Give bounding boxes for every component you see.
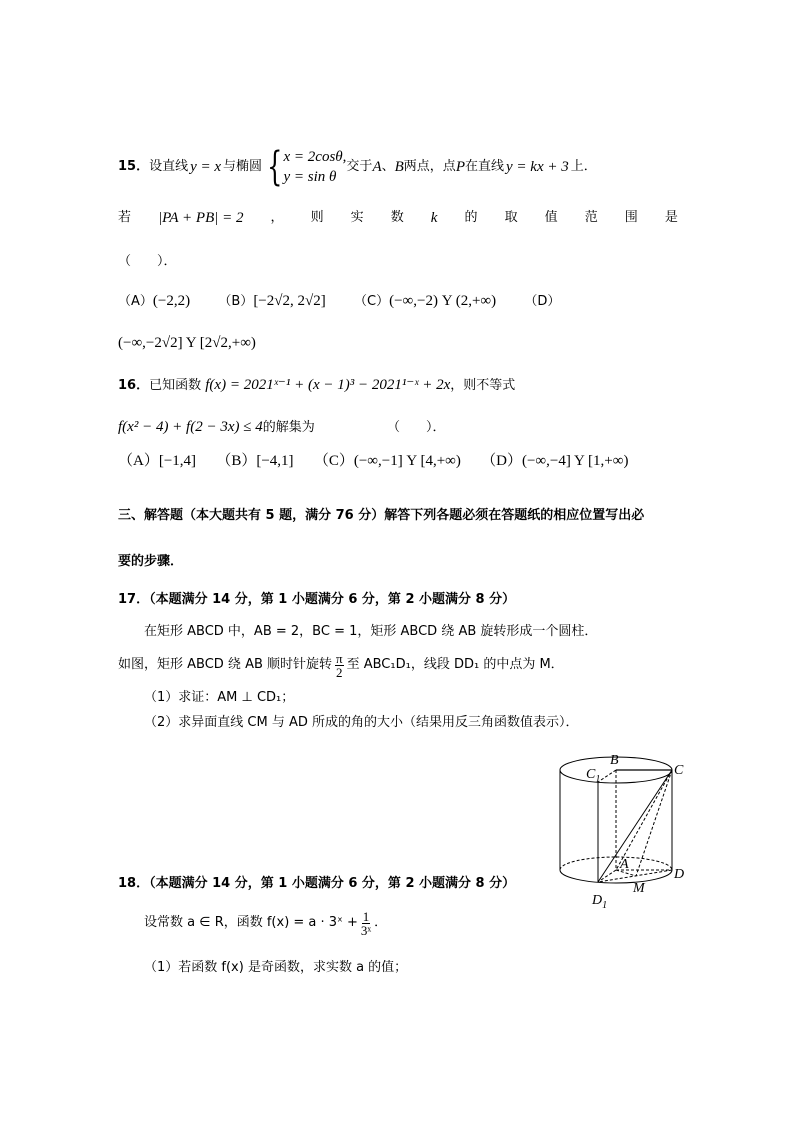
q15-cond-char: 则 bbox=[310, 210, 324, 226]
q15-opt-d-label: （D） bbox=[524, 294, 561, 309]
q15-cond-char: ， bbox=[270, 210, 284, 226]
q15-line-eq: y = x bbox=[190, 159, 222, 175]
q17-subquestion-2: （2）求异面直线 CM 与 AD 所成的角的大小（结果用反三角函数值表示）． bbox=[144, 715, 579, 730]
label-d1: $D_1$ bbox=[592, 893, 608, 911]
q15-cond-char: 取 bbox=[504, 210, 518, 226]
label-c: C bbox=[674, 763, 684, 778]
q15-cond-char: 围 bbox=[624, 210, 638, 226]
label-b: B bbox=[610, 753, 619, 768]
q15-cond-char: 值 bbox=[544, 210, 558, 226]
q15-opt-c-label: （C） bbox=[354, 294, 390, 309]
q15-condition-line bbox=[118, 206, 678, 230]
bottom-ellipse-back bbox=[560, 857, 672, 870]
q15-opt-d: (−∞,−2√2] Y [2√2,+∞) bbox=[118, 335, 256, 351]
label-c1: $C_1$ bbox=[586, 767, 601, 785]
q16-number: 16． bbox=[118, 378, 150, 393]
q15-intro: 设直线 bbox=[149, 159, 189, 175]
q15-line2-eq: y = kx + 3 bbox=[506, 159, 569, 175]
q16-opt-a: （A）[−1,4] bbox=[118, 453, 197, 469]
q15-cond-k: k bbox=[430, 210, 438, 226]
q15-point-p: P bbox=[455, 159, 465, 175]
q16-ineq-tail: 的解集为 bbox=[262, 420, 315, 435]
q15-opt-a-label: （A） bbox=[118, 294, 153, 309]
label-d: D bbox=[674, 867, 685, 882]
label-m: M bbox=[633, 881, 645, 896]
q16-intro: 已知函数 bbox=[149, 378, 202, 393]
q15-two-points: 两点，点 bbox=[403, 159, 456, 175]
segment-c-a bbox=[616, 770, 672, 870]
q15-number: 15． bbox=[118, 159, 150, 175]
q15-opt-b-label: （B） bbox=[218, 294, 254, 309]
q15-point-b: B bbox=[394, 159, 404, 175]
q15-cond-char: 实 bbox=[350, 210, 364, 226]
q16-opt-c: （C）(−∞,−1] Y [4,+∞) bbox=[313, 453, 461, 469]
q17-paragraph2 bbox=[118, 648, 564, 682]
q18-subquestion-1: （1）若函数 f(x) 是奇函数，求实数 a 的值； bbox=[144, 960, 408, 975]
q16-func: f(x) = 2021ˣ⁻¹ + (x − 1)³ − 2021¹⁻ˣ + 2x bbox=[205, 377, 451, 393]
q18-fraction bbox=[361, 910, 371, 937]
q15-options-line bbox=[118, 292, 560, 310]
q15-blank: （ ）． bbox=[118, 254, 177, 269]
q15-sep: 、 bbox=[381, 159, 395, 175]
section3-heading-cont: 要的步骤． bbox=[118, 554, 184, 569]
q18-frac-den: 3ˣ bbox=[360, 922, 372, 938]
section3-heading: 三、解答题（本大题共有 5 题，满分 76 分）解答下列各题必须在答题纸的相应位置写出必 bbox=[118, 508, 645, 523]
q15-cond-char: 数 bbox=[390, 210, 404, 226]
q15-cond-vector-expr: |PA + PB| = 2 bbox=[158, 210, 244, 226]
cylinder-figure bbox=[548, 748, 698, 918]
segment-c-d1 bbox=[598, 770, 672, 882]
q16-ineq: f(x² − 4) + f(2 − 3x) ≤ 4 bbox=[118, 419, 263, 435]
q16-opt-d: （D）(−∞,−4] Y [1,+∞) bbox=[481, 453, 629, 469]
q15-line1 bbox=[118, 146, 597, 188]
q15-opt-a: (−2,2) bbox=[152, 293, 191, 309]
q15-sys-eq1: x = 2cosθ, bbox=[283, 149, 347, 165]
q16-then: ，则不等式 bbox=[450, 378, 516, 393]
q17-fraction bbox=[335, 652, 344, 679]
q15-opt-c: (−∞,−2) Y (2,+∞) bbox=[389, 293, 497, 309]
q15-opt-b: [−2√2, 2√2] bbox=[253, 293, 326, 309]
q16-blank: （ ）． bbox=[387, 420, 446, 435]
q15-cond-char: 若 bbox=[118, 210, 132, 226]
q15-on-line: 在直线 bbox=[464, 159, 504, 175]
q18-header: 18．（本题满分 14 分，第 1 小题满分 6 分，第 2 小题满分 8 分） bbox=[118, 876, 516, 891]
q17-frac-num: π bbox=[336, 650, 343, 666]
q15-equation-system bbox=[284, 147, 347, 187]
q16-line2 bbox=[118, 418, 446, 436]
q16-opt-b: （B）[−4,1] bbox=[216, 453, 294, 469]
label-a: A bbox=[620, 857, 629, 872]
q15-cond-char: 是 bbox=[664, 210, 678, 226]
q15-end: 上． bbox=[570, 159, 597, 175]
q17-frac-den: 2 bbox=[336, 664, 343, 680]
q17-paragraph1: 在矩形 ABCD 中，AB = 2，BC = 1，矩形 ABCD 绕 AB 旋转形成一个圆柱． bbox=[144, 624, 598, 639]
q15-point-a: A bbox=[372, 159, 382, 175]
q17-p2-pre: 如图，矩形 ABCD 绕 AB 顺时针旋转 bbox=[118, 657, 333, 673]
q15-cond-char: 范 bbox=[584, 210, 598, 226]
bottom-ellipse-front bbox=[560, 870, 672, 883]
q15-cond-char: 的 bbox=[464, 210, 478, 226]
segment-bc1 bbox=[598, 770, 616, 782]
q18-p1-pre: 设常数 a ∈ R，函数 f(x) = a · 3ˣ + bbox=[144, 915, 358, 931]
q15-with-ellipse: 与椭圆 bbox=[223, 159, 263, 175]
q17-header: 17．（本题满分 14 分，第 1 小题满分 6 分，第 2 小题满分 8 分） bbox=[118, 592, 516, 607]
q18-paragraph1 bbox=[144, 904, 387, 942]
q17-subquestion-1: （1）求证：AM ⊥ CD₁； bbox=[144, 690, 295, 705]
left-brace-glyph: { bbox=[267, 144, 283, 190]
q15-sys-eq2: y = sin θ bbox=[283, 169, 337, 185]
q16-options-line bbox=[118, 452, 628, 470]
q17-p2-post: 至 ABC₁D₁，线段 DD₁ 的中点为 M． bbox=[346, 657, 564, 673]
q18-p1-post: ． bbox=[374, 915, 388, 931]
q16-line1 bbox=[118, 376, 515, 394]
q15-meet: 交于 bbox=[346, 159, 373, 175]
q18-frac-num: 1 bbox=[362, 908, 370, 924]
